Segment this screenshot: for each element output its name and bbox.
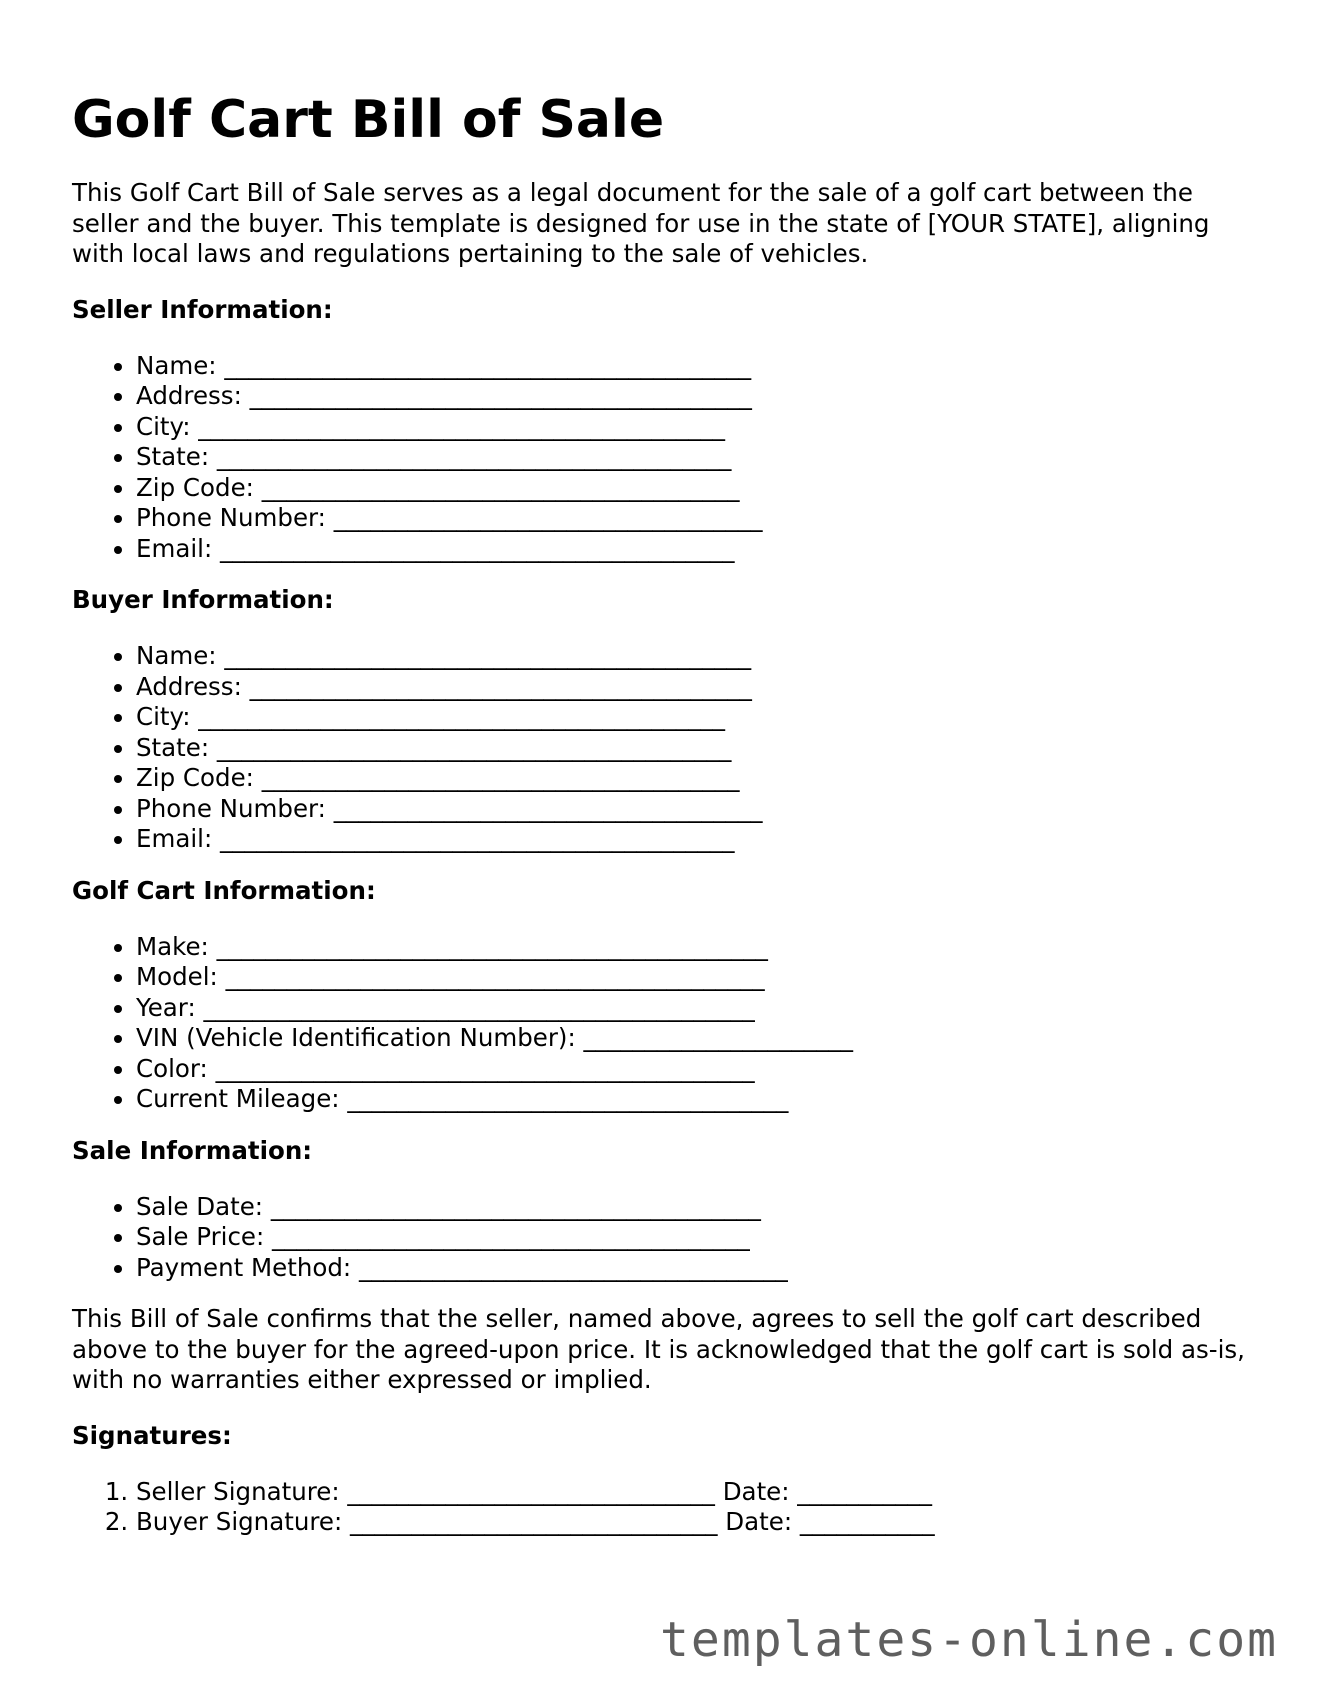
seller-zip-field: • Zip Code: _______________________________________ bbox=[136, 473, 1248, 504]
sale-date-field: • Sale Date: ________________________________________ bbox=[136, 1192, 1248, 1223]
seller-signature-line: 1. Seller Signature: ______________________________ Date: ___________ bbox=[136, 1477, 1248, 1508]
cart-model-field: • Model: ____________________________________________ bbox=[136, 962, 1248, 993]
seller-section-heading: Seller Information: bbox=[72, 294, 333, 324]
page-title: Golf Cart Bill of Sale bbox=[72, 90, 665, 150]
signatures-section-heading: Signatures: bbox=[72, 1420, 232, 1450]
buyer-fields-list bbox=[72, 641, 1248, 855]
intro-paragraph: This Golf Cart Bill of Sale serves as a legal document for the sale of a golf cart between the seller and the buyer. This template is designed for use in the state of [YOUR STATE], aligning with local laws and regulations pertaining to the sale of vehicles. bbox=[72, 178, 1210, 268]
signatures-list bbox=[72, 1477, 1248, 1538]
seller-city-field: • City: ___________________________________________ bbox=[136, 412, 1248, 443]
payment-method-field: • Payment Method: ___________________________________ bbox=[136, 1253, 1248, 1284]
buyer-zip-field: • Zip Code: _______________________________________ bbox=[136, 763, 1248, 794]
seller-state-field: • State: __________________________________________ bbox=[136, 442, 1248, 473]
golf-cart-section-heading: Golf Cart Information: bbox=[72, 875, 376, 905]
cart-make-field: • Make: _____________________________________________ bbox=[136, 932, 1248, 963]
buyer-email-field: • Email: __________________________________________ bbox=[136, 824, 1248, 855]
seller-phone-field: • Phone Number: ___________________________________ bbox=[136, 503, 1248, 534]
buyer-section-heading: Buyer Information: bbox=[72, 585, 334, 614]
cart-year-field: • Year: _____________________________________________ bbox=[136, 993, 1248, 1024]
document-page bbox=[72, 88, 1248, 1538]
cart-mileage-field: • Current Mileage: ____________________________________ bbox=[136, 1084, 1248, 1115]
seller-fields-list bbox=[72, 351, 1248, 565]
buyer-state-field: • State: __________________________________________ bbox=[136, 733, 1248, 764]
seller-address-field: • Address: _________________________________________ bbox=[136, 381, 1248, 412]
sale-section-heading: Sale Information: bbox=[72, 1135, 313, 1165]
closing-paragraph: This Bill of Sale confirms that the seller, named above, agrees to sell the golf cart described above to the buyer for the agreed-upon price. It is acknowledged that the golf cart is sold as-is, with no warranties either expressed or implied. bbox=[72, 1304, 1245, 1394]
buyer-city-field: • City: ___________________________________________ bbox=[136, 702, 1248, 733]
seller-email-field: • Email: __________________________________________ bbox=[136, 534, 1248, 565]
cart-color-field: • Color: ____________________________________________ bbox=[136, 1054, 1248, 1085]
seller-name-field: • Name: ___________________________________________ bbox=[136, 351, 1248, 382]
buyer-name-field: • Name: ___________________________________________ bbox=[136, 641, 1248, 672]
watermark-text: templates-online.com bbox=[660, 1612, 1278, 1668]
buyer-phone-field: • Phone Number: ___________________________________ bbox=[136, 794, 1248, 825]
buyer-signature-line: 2. Buyer Signature: ______________________________ Date: ___________ bbox=[136, 1507, 1248, 1538]
buyer-address-field: • Address: _________________________________________ bbox=[136, 672, 1248, 703]
sale-fields-list bbox=[72, 1192, 1248, 1284]
golf-cart-fields-list bbox=[72, 932, 1248, 1115]
cart-vin-field: • VIN (Vehicle Identification Number): ______________________ bbox=[136, 1023, 1248, 1054]
sale-price-field: • Sale Price: _______________________________________ bbox=[136, 1222, 1248, 1253]
